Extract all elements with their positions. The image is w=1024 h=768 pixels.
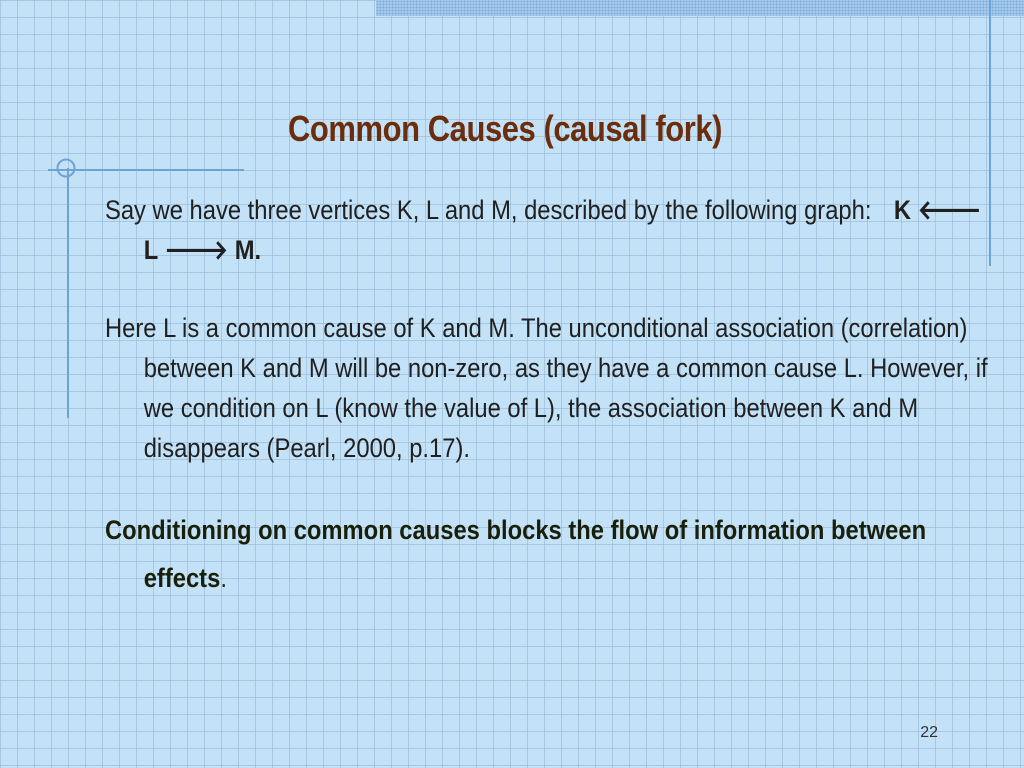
right-accent-line [989, 0, 991, 266]
arrow-right-icon: 🡒 [164, 235, 229, 265]
paragraph-conclusion [105, 506, 989, 602]
paragraph-common-cause: Here L is a common cause of K and M. The unconditional association (correlation) between K and M will be non-zero, as they have a common cause L. However, if we condition on L (know the value of L), the association between K and M disappears (Pearl, 2000, p.17). [105, 313, 988, 463]
paragraph-vertices-text: Say we have three vertices K, L and M, described by the following graph: [105, 195, 872, 225]
left-accent-line [67, 168, 69, 418]
vertex-l: L [143, 235, 158, 265]
conclusion-bold-text: Conditioning on common causes blocks the flow of information between effects [105, 515, 927, 593]
ring-ornament-icon [56, 158, 76, 178]
title-underline-accent [48, 169, 244, 171]
vertex-m: M. [234, 235, 262, 265]
conclusion-period: . [220, 563, 227, 593]
arrow-left-icon: 🡐 [917, 195, 982, 225]
top-decorative-band [376, 0, 1024, 16]
paragraph-vertices [105, 190, 989, 270]
slide-body [105, 190, 988, 640]
slide-title: Common Causes (causal fork) [287, 108, 722, 149]
slide-number: 22 [920, 724, 938, 741]
vertex-k: K [893, 195, 912, 225]
